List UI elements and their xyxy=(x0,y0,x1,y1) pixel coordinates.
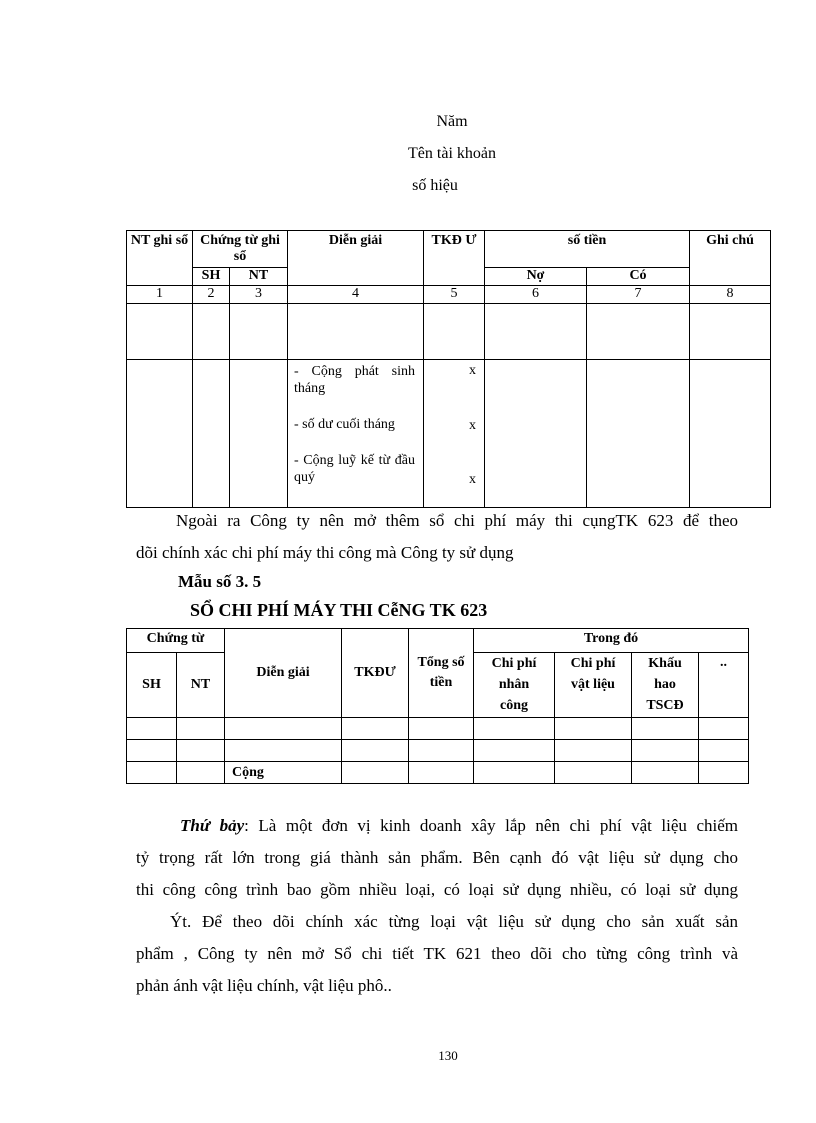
machine-cost-table xyxy=(126,628,749,784)
col-number: 4 xyxy=(288,286,424,304)
heading-account-number: số hiệu xyxy=(412,177,458,194)
col-diengiai-header: Diễn giải xyxy=(288,231,424,286)
paragraph-2-line-4: Ýt. Để theo dõi chính xác từng loại vật liệu sử dụng cho sản xuất sản xyxy=(170,912,738,931)
col-nt2-header: NT xyxy=(230,268,288,286)
col-number: 8 xyxy=(690,286,771,304)
summary-label-1: - Cộng phát sinh tháng xyxy=(294,364,415,396)
col-nt-header: NT xyxy=(177,653,225,718)
summary-row xyxy=(127,360,771,508)
paragraph-2-line-5: phẩm , Công ty nên mở Sổ chi tiết TK 621 theo dõi cho từng công trình và xyxy=(136,944,738,963)
empty-row xyxy=(127,718,749,740)
col-trongdo-header: Trong đó xyxy=(474,629,749,653)
page-number: 130 xyxy=(438,1048,458,1063)
col-tkdu-header: TKĐƯ xyxy=(342,629,409,718)
total-label: Cộng xyxy=(225,762,342,784)
col-number: 5 xyxy=(424,286,485,304)
summary-mark-1: x xyxy=(469,363,476,378)
paragraph-2-line-2: tỷ trọng rất lớn trong giá thành sản phẩm. Bên cạnh đó vật liệu sử dụng cho xyxy=(136,848,738,867)
paragraph-1-line-1: Ngoài ra Công ty nên mở thêm sổ chi phí máy thi cụngTK 623 để theo xyxy=(176,511,738,530)
col-nhancong-header: Chi phí nhân công xyxy=(474,653,555,718)
ledger-table xyxy=(126,230,771,508)
col-khauhao-header: Khấu hao TSCĐ xyxy=(632,653,699,718)
summary-label-2: - số dư cuối tháng xyxy=(294,417,395,432)
col-number: 6 xyxy=(485,286,587,304)
col-number: 3 xyxy=(230,286,288,304)
col-ghichu-header: Ghi chú xyxy=(690,231,771,286)
paragraph-1-line-2: dõi chính xác chi phí máy thi công mà Công ty sử dụng xyxy=(136,543,514,562)
col-tkdu-header: TKĐ Ư xyxy=(424,231,485,286)
col-sh-header: SH xyxy=(193,268,230,286)
paragraph-2 xyxy=(136,810,738,1002)
paragraph-2-line-3: thi công công trình bao gồm nhiều loại, có loại sử dụng nhiều, có loại sử dụng xyxy=(136,880,738,899)
col-number: 7 xyxy=(587,286,690,304)
col-number: 1 xyxy=(127,286,193,304)
summary-mark-2: x xyxy=(469,418,476,433)
form-label: Mẫu số 3. 5 xyxy=(178,572,262,591)
heading-year: Năm xyxy=(436,113,468,130)
column-number-row xyxy=(127,286,771,304)
empty-row xyxy=(127,740,749,762)
summary-label-3: - Cộng luỹ kế từ đầu quý xyxy=(294,453,415,485)
heading-account-name: Tên tài khoản xyxy=(408,145,496,162)
col-no-header: Nợ xyxy=(485,268,587,286)
col-nt-header: NT ghi sổ xyxy=(127,231,193,286)
col-chungtu-header: Chứng từ xyxy=(127,629,225,653)
col-number: 2 xyxy=(193,286,230,304)
form-title: SỔ CHI PHÍ MÁY THI CễNG TK 623 xyxy=(190,600,488,620)
paragraph-2-line-1: Thứ bảy: Là một đơn vị kinh doanh xây lắp nên chi phí vật liệu chiếm xyxy=(180,816,738,835)
col-diengiai-header: Diễn giải xyxy=(225,629,342,718)
summary-mark-3: x xyxy=(469,472,476,487)
col-co-header: Có xyxy=(587,268,690,286)
col-sh-header: SH xyxy=(127,653,177,718)
paragraph-1 xyxy=(136,505,738,569)
empty-row xyxy=(127,304,771,360)
paragraph-2-lead: Thứ bảy xyxy=(180,816,245,835)
col-tong-header: Tổng số tiền xyxy=(409,629,474,718)
col-vatlieu-header: Chi phí vật liệu xyxy=(555,653,632,718)
col-sotien-header: số tiền xyxy=(485,231,690,268)
paragraph-2-line-6: phản ánh vật liệu chính, vật liệu phô.. xyxy=(136,976,392,995)
col-chungtu-header: Chứng từ ghi sổ xyxy=(193,231,288,268)
total-row xyxy=(127,762,749,784)
col-more-header: .. xyxy=(699,653,749,718)
